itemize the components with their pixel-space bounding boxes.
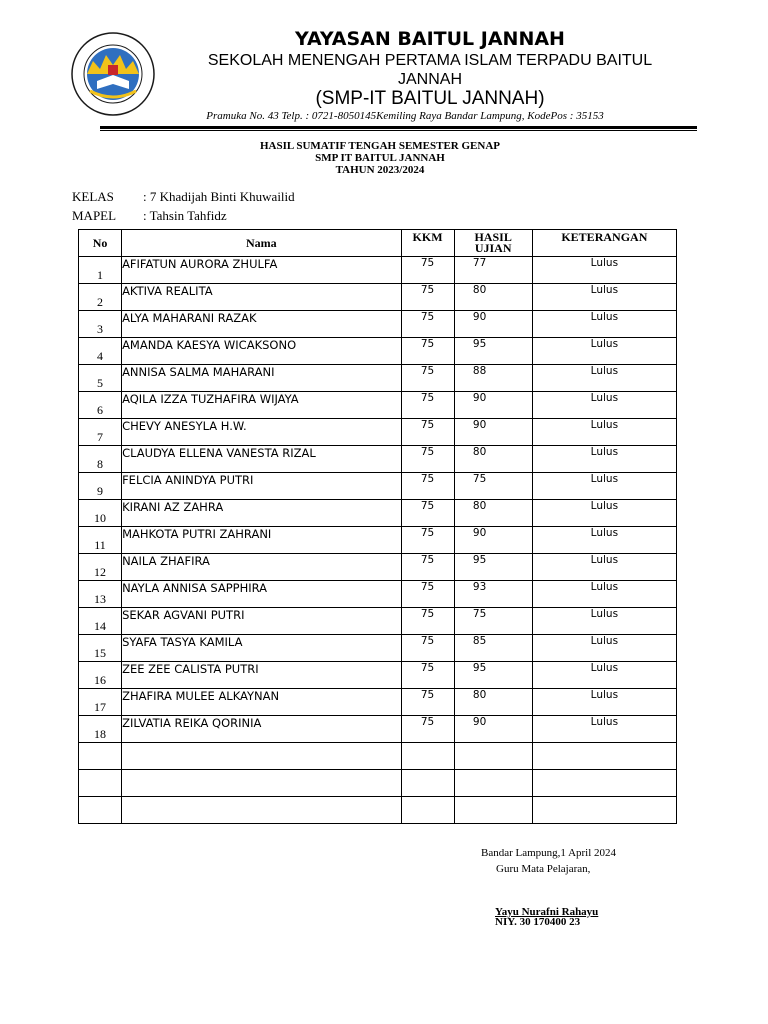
cell-keterangan: Lulus xyxy=(532,419,676,446)
hasil-value: 90 xyxy=(472,392,487,404)
cell-no: 1 xyxy=(79,257,122,284)
table-row xyxy=(79,554,677,581)
signature-place-date: Bandar Lampung,1 April 2024 xyxy=(481,847,617,859)
cell-hasil xyxy=(454,311,532,338)
table-row xyxy=(79,689,677,716)
cell-hasil xyxy=(454,662,532,689)
empty-cell xyxy=(401,743,454,770)
hasil-value: 95 xyxy=(472,338,487,350)
cell-keterangan: Lulus xyxy=(532,338,676,365)
hasil-value: 90 xyxy=(472,716,487,728)
cell-kkm: 75 xyxy=(401,608,454,635)
cell-kkm: 75 xyxy=(401,662,454,689)
cell-nama: ANNISA SALMA MAHARANI xyxy=(122,365,401,392)
cell-kkm: 75 xyxy=(401,311,454,338)
empty-cell xyxy=(79,743,122,770)
kelas-line xyxy=(72,189,295,205)
hasil-value: 85 xyxy=(472,635,487,647)
table-row xyxy=(79,419,677,446)
empty-cell xyxy=(401,770,454,797)
hasil-value: 80 xyxy=(472,500,487,512)
cell-keterangan: Lulus xyxy=(532,311,676,338)
school-address: Pramuka No. 43 Telp. : 0721-8050145Kemiling Raya Bandar Lampung, KodePos : 35153 xyxy=(206,110,604,122)
empty-cell xyxy=(532,770,676,797)
hasil-value: 95 xyxy=(472,662,487,674)
cell-nama: SYAFA TASYA KAMILA xyxy=(122,635,401,662)
cell-kkm: 75 xyxy=(401,284,454,311)
cell-no: 9 xyxy=(79,473,122,500)
cell-kkm: 75 xyxy=(401,581,454,608)
empty-cell xyxy=(122,797,401,824)
cell-nama: ZEE ZEE CALISTA PUTRI xyxy=(122,662,401,689)
cell-no: 7 xyxy=(79,419,122,446)
hasil-value: 75 xyxy=(472,473,487,485)
cell-nama: ALYA MAHARANI RAZAK xyxy=(122,311,401,338)
cell-nama: ZILVATIA REIKA QORINIA xyxy=(122,716,401,743)
cell-kkm: 75 xyxy=(401,473,454,500)
cell-hasil xyxy=(454,689,532,716)
cell-hasil xyxy=(454,257,532,284)
cell-keterangan: Lulus xyxy=(532,473,676,500)
cell-keterangan: Lulus xyxy=(532,284,676,311)
empty-cell xyxy=(79,797,122,824)
header-ujian: UJIAN xyxy=(474,241,512,255)
empty-row xyxy=(79,797,677,824)
cell-no: 2 xyxy=(79,284,122,311)
empty-cell xyxy=(122,743,401,770)
cell-hasil xyxy=(454,446,532,473)
cell-keterangan: Lulus xyxy=(532,365,676,392)
cell-no: 12 xyxy=(79,554,122,581)
school-logo xyxy=(70,31,156,117)
header-hasil: HASIL xyxy=(474,230,512,244)
cell-keterangan: Lulus xyxy=(532,554,676,581)
cell-no: 15 xyxy=(79,635,122,662)
signature-role: Guru Mata Pelajaran, xyxy=(496,863,591,875)
header-kkm: KKM xyxy=(401,230,454,257)
empty-row xyxy=(79,770,677,797)
cell-kkm: 75 xyxy=(401,257,454,284)
cell-nama: ZHAFIRA MULEE ALKAYNAN xyxy=(122,689,401,716)
cell-nama: CLAUDYA ELLENA VANESTA RIZAL xyxy=(122,446,401,473)
table-row xyxy=(79,608,677,635)
report-year: TAHUN 2023/2024 xyxy=(335,164,425,176)
hasil-value: 90 xyxy=(472,311,487,323)
table-row xyxy=(79,311,677,338)
report-title: HASIL SUMATIF TENGAH SEMESTER GENAP xyxy=(259,140,500,152)
cell-no: 14 xyxy=(79,608,122,635)
cell-hasil xyxy=(454,716,532,743)
header-keterangan: KETERANGAN xyxy=(532,230,676,257)
cell-no: 6 xyxy=(79,392,122,419)
cell-nama: MAHKOTA PUTRI ZAHRANI xyxy=(122,527,401,554)
cell-hasil xyxy=(454,527,532,554)
empty-cell xyxy=(454,797,532,824)
empty-cell xyxy=(122,770,401,797)
cell-keterangan: Lulus xyxy=(532,500,676,527)
cell-kkm: 75 xyxy=(401,635,454,662)
hasil-value: 80 xyxy=(472,284,487,296)
table-row xyxy=(79,500,677,527)
cell-hasil xyxy=(454,635,532,662)
cell-hasil xyxy=(454,338,532,365)
cell-hasil xyxy=(454,365,532,392)
cell-no: 11 xyxy=(79,527,122,554)
cell-nama: AMANDA KAESYA WICAKSONO xyxy=(122,338,401,365)
table-header-row xyxy=(79,230,677,257)
cell-no: 16 xyxy=(79,662,122,689)
cell-nama: AKTIVA REALITA xyxy=(122,284,401,311)
table-row xyxy=(79,581,677,608)
cell-keterangan: Lulus xyxy=(532,716,676,743)
table-body xyxy=(79,257,677,824)
table-row xyxy=(79,338,677,365)
empty-cell xyxy=(532,743,676,770)
cell-hasil xyxy=(454,500,532,527)
cell-keterangan: Lulus xyxy=(532,446,676,473)
cell-kkm: 75 xyxy=(401,500,454,527)
cell-keterangan: Lulus xyxy=(532,581,676,608)
hasil-value: 75 xyxy=(472,608,487,620)
cell-nama: NAILA ZHAFIRA xyxy=(122,554,401,581)
kelas-label: KELAS xyxy=(72,189,114,204)
cell-hasil xyxy=(454,554,532,581)
cell-hasil xyxy=(454,581,532,608)
empty-row xyxy=(79,743,677,770)
cell-hasil xyxy=(454,284,532,311)
foundation-name: YAYASAN BAITUL JANNAH xyxy=(295,28,565,50)
cell-no: 17 xyxy=(79,689,122,716)
cell-no: 4 xyxy=(79,338,122,365)
mapel-label: MAPEL xyxy=(72,208,117,223)
signature-niy: NIY. 30 170400 23 xyxy=(495,916,581,928)
cell-keterangan: Lulus xyxy=(532,527,676,554)
hasil-value: 80 xyxy=(472,446,487,458)
table-row xyxy=(79,635,677,662)
table-row xyxy=(79,365,677,392)
header-hasil-ujian xyxy=(454,230,532,257)
table-row xyxy=(79,257,677,284)
table-row xyxy=(79,446,677,473)
cell-nama: KIRANI AZ ZAHRA xyxy=(122,500,401,527)
hasil-value: 90 xyxy=(472,527,487,539)
cell-nama: AFIFATUN AURORA ZHULFA xyxy=(122,257,401,284)
cell-nama: FELCIA ANINDYA PUTRI xyxy=(122,473,401,500)
table-row xyxy=(79,662,677,689)
cell-no: 8 xyxy=(79,446,122,473)
table-row xyxy=(79,284,677,311)
header-divider xyxy=(100,126,697,129)
cell-kkm: 75 xyxy=(401,716,454,743)
cell-no: 10 xyxy=(79,500,122,527)
table-row xyxy=(79,716,677,743)
cell-no: 18 xyxy=(79,716,122,743)
empty-cell xyxy=(454,743,532,770)
cell-hasil xyxy=(454,419,532,446)
hasil-value: 95 xyxy=(472,554,487,566)
cell-kkm: 75 xyxy=(401,554,454,581)
cell-kkm: 75 xyxy=(401,446,454,473)
mapel-value: : Tahsin Tahfidz xyxy=(143,208,227,223)
cell-no: 5 xyxy=(79,365,122,392)
empty-cell xyxy=(532,797,676,824)
cell-keterangan: Lulus xyxy=(532,662,676,689)
cell-hasil xyxy=(454,473,532,500)
header-nama: Nama xyxy=(122,230,401,257)
school-short-name: (SMP-IT BAITUL JANNAH) xyxy=(315,88,545,109)
cell-nama: SEKAR AGVANI PUTRI xyxy=(122,608,401,635)
cell-kkm: 75 xyxy=(401,392,454,419)
cell-keterangan: Lulus xyxy=(532,392,676,419)
empty-cell xyxy=(454,770,532,797)
cell-hasil xyxy=(454,392,532,419)
grades-table xyxy=(78,229,677,824)
cell-kkm: 75 xyxy=(401,338,454,365)
cell-kkm: 75 xyxy=(401,689,454,716)
header-divider-thin xyxy=(100,130,697,131)
cell-no: 3 xyxy=(79,311,122,338)
hasil-value: 93 xyxy=(472,581,487,593)
cell-nama: AQILA IZZA TUZHAFIRA WIJAYA xyxy=(122,392,401,419)
empty-cell xyxy=(401,797,454,824)
cell-no: 13 xyxy=(79,581,122,608)
hasil-value: 88 xyxy=(472,365,487,377)
hasil-value: 80 xyxy=(472,689,487,701)
cell-nama: NAYLA ANNISA SAPPHIRA xyxy=(122,581,401,608)
school-full-name: SEKOLAH MENENGAH PERTAMA ISLAM TERPADU BAITUL JANNAH xyxy=(207,52,653,88)
header-no: No xyxy=(79,230,122,257)
cell-keterangan: Lulus xyxy=(532,635,676,662)
table-row xyxy=(79,527,677,554)
kelas-value: : 7 Khadijah Binti Khuwailid xyxy=(143,189,295,204)
hasil-value: 77 xyxy=(472,257,487,269)
cell-keterangan: Lulus xyxy=(532,257,676,284)
hasil-value: 90 xyxy=(472,419,487,431)
table-row xyxy=(79,473,677,500)
cell-nama: CHEVY ANESYLA H.W. xyxy=(122,419,401,446)
cell-keterangan: Lulus xyxy=(532,608,676,635)
cell-hasil xyxy=(454,608,532,635)
table-row xyxy=(79,392,677,419)
cell-keterangan: Lulus xyxy=(532,689,676,716)
cell-kkm: 75 xyxy=(401,419,454,446)
empty-cell xyxy=(79,770,122,797)
signature-name: Yayu Nurafni Rahayu xyxy=(495,906,599,918)
report-school: SMP IT BAITUL JANNAH xyxy=(315,152,445,164)
mapel-line xyxy=(72,208,227,224)
cell-kkm: 75 xyxy=(401,527,454,554)
cell-kkm: 75 xyxy=(401,365,454,392)
